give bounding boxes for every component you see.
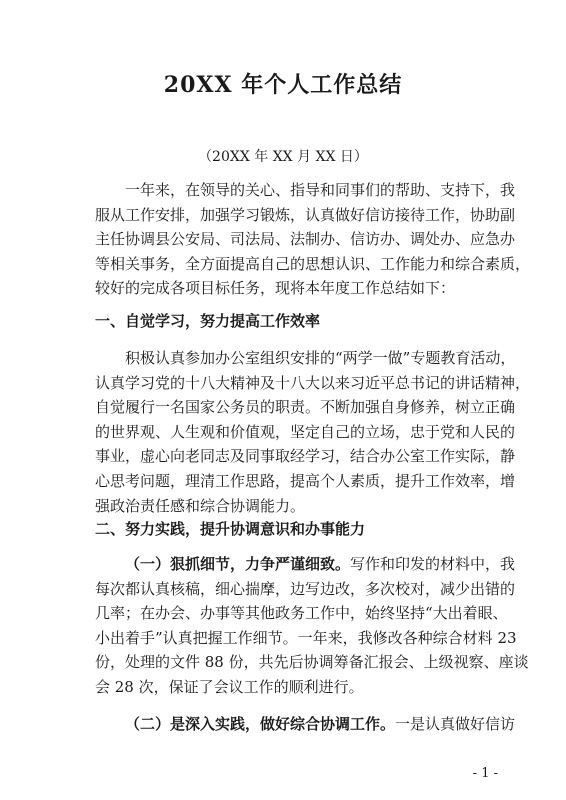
- section-1-line: 的世界观、人生观和价值观，坚定自己的立场，忠于党和人民的: [95, 422, 516, 441]
- section-1-line: 强政治责任感和综合协调能力。: [95, 496, 306, 515]
- section-2-subsection-1: [95, 552, 529, 700]
- subsection-2-first-line: [95, 712, 516, 737]
- subsection-1-first-line: [95, 552, 516, 577]
- section-1-paragraph: [95, 346, 531, 518]
- intro-line: 服从工作安排，加强学习锻炼，认真做好信访接待工作，协助副: [95, 205, 516, 224]
- intro-line: 等相关事务，全方面提高自己的思想认识、工作能力和综合素质，: [95, 254, 531, 273]
- subsection-2-lead: （二）是深入实践，做好综合协调工作。: [125, 715, 396, 733]
- section-1-line: 自觉履行一名国家公务员的职责。不断加强自身修养，树立正确: [95, 398, 516, 417]
- intro-line: 主任协调县公安局、司法局、法制办、信访办、调处办、应急办: [95, 230, 516, 249]
- subsection-2-first-text: 一是认真做好信访: [395, 715, 516, 733]
- subsection-1-line: 小出着手”认真把握工作细节。一年来，我修改各种综合材料 23: [95, 628, 517, 647]
- section-1-line: 心思考问题，理清工作思路，提高个人素质，提升工作效率，增: [95, 471, 516, 490]
- subsection-1-lead: （一）狠抓细节，力争严谨细致。: [125, 555, 351, 573]
- page-number: - 1 -: [472, 766, 498, 781]
- subsection-1-line: 会 28 次，保证了会议工作的顺利进行。: [95, 677, 364, 696]
- intro-line: 较好的完成各项目标任务，现将本年度工作总结如下：: [95, 279, 456, 298]
- document-date: （20XX 年 XX 月 XX 日）: [198, 149, 368, 165]
- section-2-subsection-2: [95, 712, 516, 737]
- section-1-line: 认真学习党的十八大精神及十八大以来习近平总书记的讲话精神，: [95, 373, 531, 392]
- intro-paragraph: [95, 178, 531, 301]
- section-1-line: 事业，虚心向老同志及同事取经学习，结合办公室工作实际，静: [95, 447, 516, 466]
- subsection-1-line: 几率；在办会、办事等其他政务工作中，始终坚持“大出着眼、: [95, 604, 508, 623]
- section-1-line: 积极认真参加办公室组织安排的“两学一做”专题教育活动，: [125, 349, 516, 367]
- intro-line: 一年来，在领导的关心、指导和同事们的帮助、支持下，我: [125, 181, 516, 199]
- subsection-1-line: 每次都认真核稿，细心揣摩，边写边改，多次校对，减少出错的: [95, 579, 516, 598]
- subsection-1-line: 份，处理的文件 88 份，共先后协调筹备汇报会、上级视察、座谈: [95, 653, 529, 672]
- section-2-heading: 二、努力实践，提升协调意识和办事能力: [95, 520, 366, 538]
- section-1-heading: 一、自觉学习，努力提高工作效率: [95, 312, 321, 330]
- document-title: 20XX 年个人工作总结: [163, 72, 403, 98]
- subsection-1-first-text: 写作和印发的材料中，我: [350, 555, 516, 573]
